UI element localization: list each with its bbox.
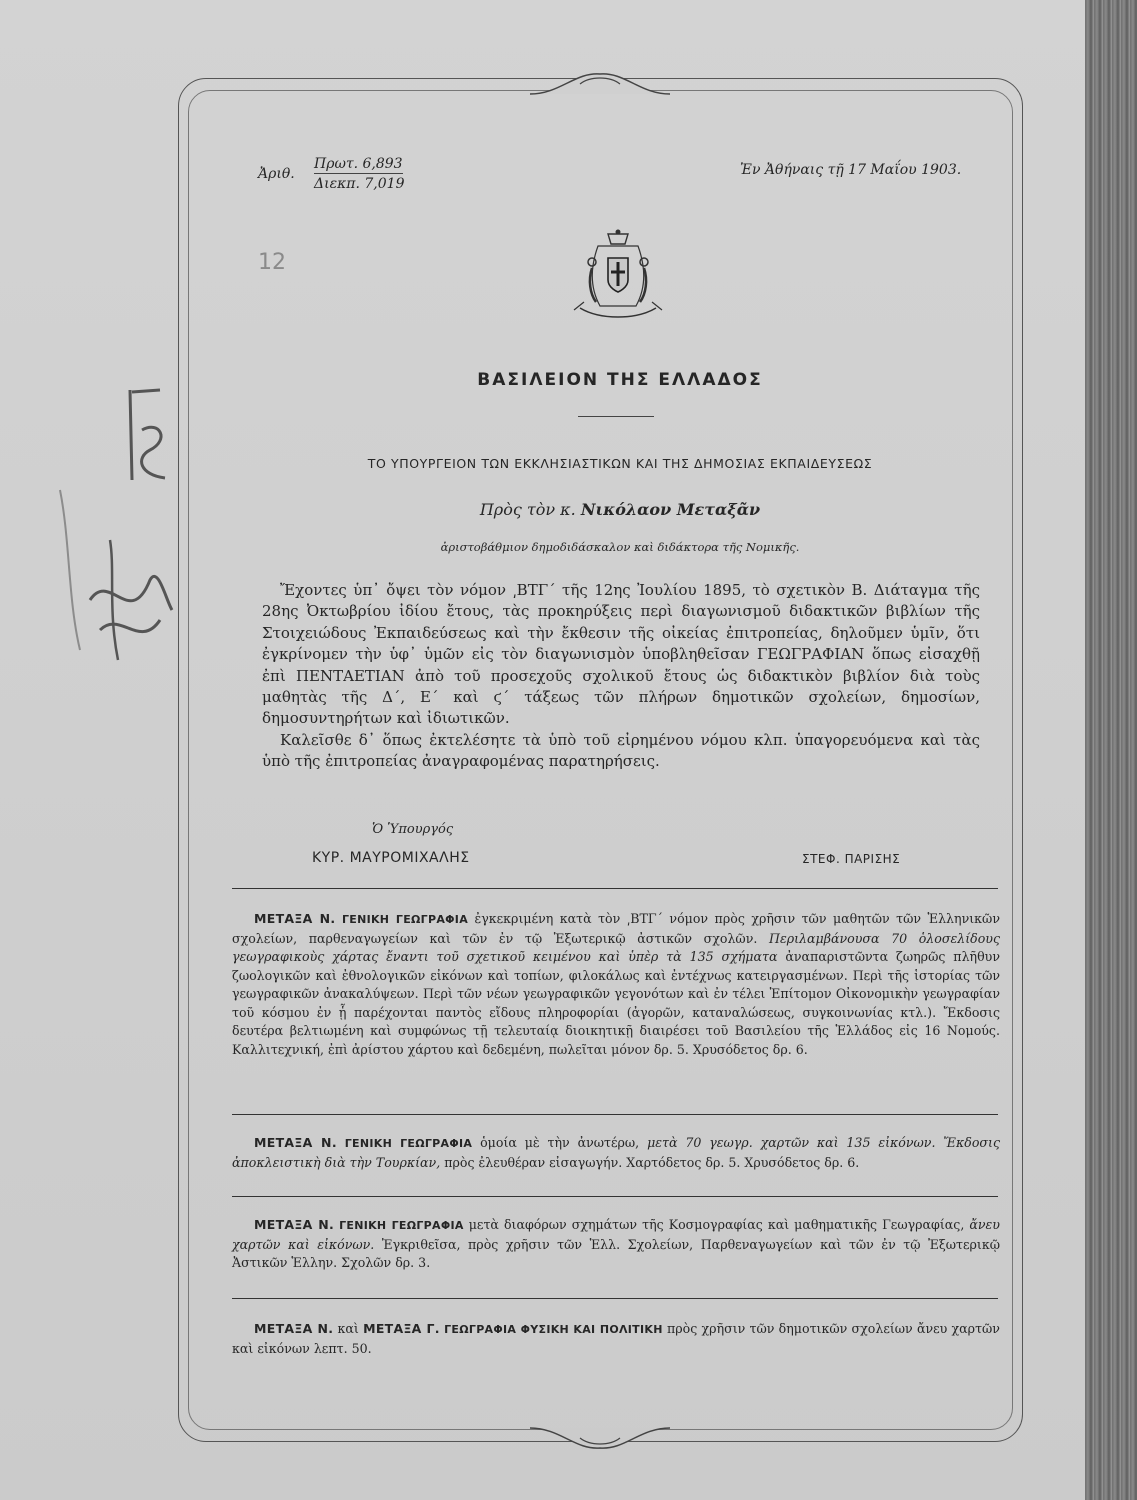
section-rule	[232, 1196, 998, 1197]
section-rule	[232, 888, 998, 889]
book-description-cont: πρὸς ἐλευθέραν εἰσαγωγήν. Χαρτόδετος δρ. 5. Χρυσόδετος δρ. 6.	[444, 1154, 860, 1170]
document-date: Ἐν Ἀθήναις τῇ 17 Μαΐου 1903.	[740, 162, 962, 178]
frame-ornament-bottom-icon	[520, 1420, 680, 1460]
addressee-name: Νικόλαον Μεταξᾶν	[580, 500, 761, 519]
pencil-page-number: 12	[258, 250, 286, 275]
book-spine-edge	[1085, 0, 1137, 1500]
title-divider	[578, 416, 654, 417]
book-description-italic: ἄνευ χαρτῶν καὶ εἰκόνων.	[232, 1217, 1000, 1252]
book-title: ΓΕΩΓΡΑΦΙΑ ΦΥΣΙΚΗ ΚΑΙ ΠΟΛΙΤΙΚΗ	[444, 1323, 663, 1336]
book-description: ἐγκεκριμένη κατὰ τὸν ͵ΒΤΓ΄ νόμον πρὸς χρῆσιν τῶν μαθητῶν τῶν Ἑλληνικῶν σχολείων, παρθεναγωγείων καὶ τῶν ἐν τῷ Ἐξωτερικῷ ἀστικῶν σχολῶν.	[232, 911, 1000, 946]
ref-dispatch-number: Διεκπ. 7,019	[314, 176, 405, 192]
book-description-italic: μετὰ 70 γεωγρ. χαρτῶν καὶ 135 εἰκόνων. Ἔκδοσις ἀποκλειστικὴ διὰ τὴν Τουρκίαν,	[232, 1135, 1001, 1170]
book-title: ΓΕΝΙΚΗ ΓΕΩΓΡΑΦΙΑ	[341, 913, 469, 926]
book-author: ΜΕΤΑΞΑ Ν.	[254, 1217, 335, 1232]
addressee-line	[300, 500, 940, 519]
frame-ornament-top-icon	[520, 62, 680, 102]
book-title: ΓΕΝΙΚΗ ΓΕΩΓΡΑΦΙΑ	[344, 1137, 473, 1150]
book-description-italic: Περιλαμβάνουσα 70 ὁλοσελίδους γεωγραφικοὺς χάρτας ἔναντι τοῦ σχετικοῦ κειμένου καὶ ὑπὲρ τὰ 135 σχήματα	[232, 930, 1001, 964]
section-rule	[232, 1298, 998, 1299]
book-description-cont: ἀναπαριστῶντα ζωηρῶς πλῆθυν ζωολογικῶν καὶ ἐθνολογικῶν εἰκόνων καὶ τοπίων, φιλοκάλως καὶ ἐντέχνως κατειργασμένων. Περὶ τῆς ἱστορίας τῶν γεωγραφικῶν ἀνακαλύψεων. Περὶ τῶν νέων γεωγραφικῶν γεγονότων καὶ ἐν τέλει Ἐπίτομον Οἰκονομικὴν γεωγραφίαν τοῦ κόσμου ἐν ᾗ παρέχονται παντὸς εἴδους πληροφορίαι (ἀγορῶν, καταναλώσεως, συγκοινωνίας κτλ.). Ἔκδοσις δευτέρα βελτιωμένη καὶ συμφώνως τῇ τελευταίᾳ διοικητικῇ διαιρέσει τοῦ Βασιλείου τῆς Ἑλλάδος εἰς 16 Νομούς. Καλλιτεχνική, ἐπὶ ἀρίστου χάρτου καὶ δεδεμένη, πωλεῖται μόνον δρ. 5. Χρυσόδετος δρ. 6.	[232, 949, 1000, 1057]
ref-label: Ἀριθ.	[258, 166, 295, 182]
book-author: ΜΕΤΑΞΑ Ν.	[254, 911, 336, 926]
book-description: ὁμοία μὲ τὴν ἀνωτέρω,	[480, 1135, 640, 1150]
book-description-cont: Ἐγκριθεῖσα, πρὸς χρῆσιν τῶν Ἑλλ. Σχολείων, Παρθεναγωγείων καὶ τῶν ἐν τῷ Ἐξωτερικῷ Ἀστικῶν Ἑλλην. Σχολῶν δρ. 3.	[232, 1236, 1000, 1270]
secretary-signature: ΣΤΕΦ. ΠΑΡΙΣΗΣ	[802, 852, 901, 866]
letter-body	[262, 580, 980, 773]
minister-signature: ΚΥΡ. ΜΑΥΡΟΜΙΧΑΛΗΣ	[312, 850, 470, 866]
book-description: μετὰ διαφόρων σχημάτων τῆς Κοσμογραφίας καὶ μαθηματικῆς Γεωγραφίας,	[468, 1217, 965, 1232]
letter-paragraph-2: Καλεῖσθε δ᾽ ὅπως ἐκτελέσητε τὰ ὑπὸ τοῦ εἰρημένου νόμου κλπ. ὑπαγορευόμενα καὶ τὰς ὑπὸ τῆς ἐπιτροπείας ἀναγραφομένας παρατηρήσεις.	[262, 730, 980, 771]
book-connector: καὶ	[337, 1321, 359, 1336]
kingdom-heading: ΒΑΣΙΛΕΙΟΝ ΤΗΣ ΕΛΛΑΔΟΣ	[477, 370, 763, 390]
addressee-prefix: Πρὸς τὸν κ.	[479, 500, 576, 519]
ministry-heading: ΤΟ ΥΠΟΥΡΓΕΙΟΝ ΤΩΝ ΕΚΚΛΗΣΙΑΣΤΙΚΩΝ ΚΑΙ ΤΗΣ ΔΗΜΟΣΙΑΣ ΕΚΠΑΙΔΕΥΣΕΩΣ	[367, 456, 873, 471]
handwritten-margin-number	[120, 380, 180, 490]
book-author: ΜΕΤΑΞΑ Ν.	[254, 1321, 334, 1336]
royal-coat-of-arms-icon	[570, 228, 666, 324]
addressee-subtitle: ἀριστοβάθμιον δημοδιδάσκαλον καὶ διδάκτορα τῆς Νομικῆς.	[440, 540, 800, 554]
handwritten-margin-note	[40, 480, 180, 680]
book-author-2: ΜΕΤΑΞΑ Γ.	[363, 1321, 440, 1336]
book-title: ΓΕΝΙΚΗ ΓΕΩΓΡΑΦΙΑ	[339, 1219, 464, 1232]
minister-label: Ὁ Ὑπουργός	[372, 822, 454, 837]
letter-paragraph-1: Ἔχοντες ὑπ᾽ ὄψει τὸν νόμον ͵ΒΤΓ΄ τῆς 12ης Ἰουλίου 1895, τὸ σχετικὸν Β. Διάταγμα τῆς 28ης Ὀκτωβρίου ἰδίου ἔτους, τὰς προκηρύξεις περὶ διαγωνισμοῦ διδακτικῶν βιβλίων τῆς Στοιχειώδους Ἐκπαιδεύσεως καὶ τὴν ἔκθεσιν τῆς οἰκείας ἐπιτροπείας, δηλοῦμεν ὑμῖν, ὅτι ἐγκρίνομεν τὴν ὑφ᾽ ὑμῶν εἰς τὸν διαγωνισμὸν ὑποβληθεῖσαν ΓΕΩΓΡΑΦΙΑΝ ὅπως εἰσαχθῇ ἐπὶ ΠΕΝΤΑΕΤΙΑΝ ἀπὸ τοῦ προσεχοῦς σχολικοῦ ἔτους ὡς διδακτικὸν βιβλίον διὰ τοὺς μαθητὰς τῆς Δ΄, Ε΄ καὶ ϛ΄ τάξεως τῶν πλήρων δημοτικῶν σχολείων, δημοσίων, δημοσυντηρήτων καὶ ἰδιωτικῶν.	[262, 581, 980, 728]
ref-protocol-number: Πρωτ. 6,893	[314, 156, 403, 172]
book-author: ΜΕΤΑΞΑ Ν.	[254, 1135, 337, 1150]
book-entry-3	[232, 1216, 1000, 1273]
book-entry-4	[232, 1320, 1000, 1358]
section-rule	[232, 1114, 998, 1115]
book-description: πρὸς χρῆσιν τῶν δημοτικῶν σχολείων ἄνευ χαρτῶν καὶ εἰκόνων λεπτ. 50.	[232, 1321, 1000, 1356]
book-entry-1	[232, 910, 1000, 1059]
book-entry-2	[232, 1134, 1000, 1172]
